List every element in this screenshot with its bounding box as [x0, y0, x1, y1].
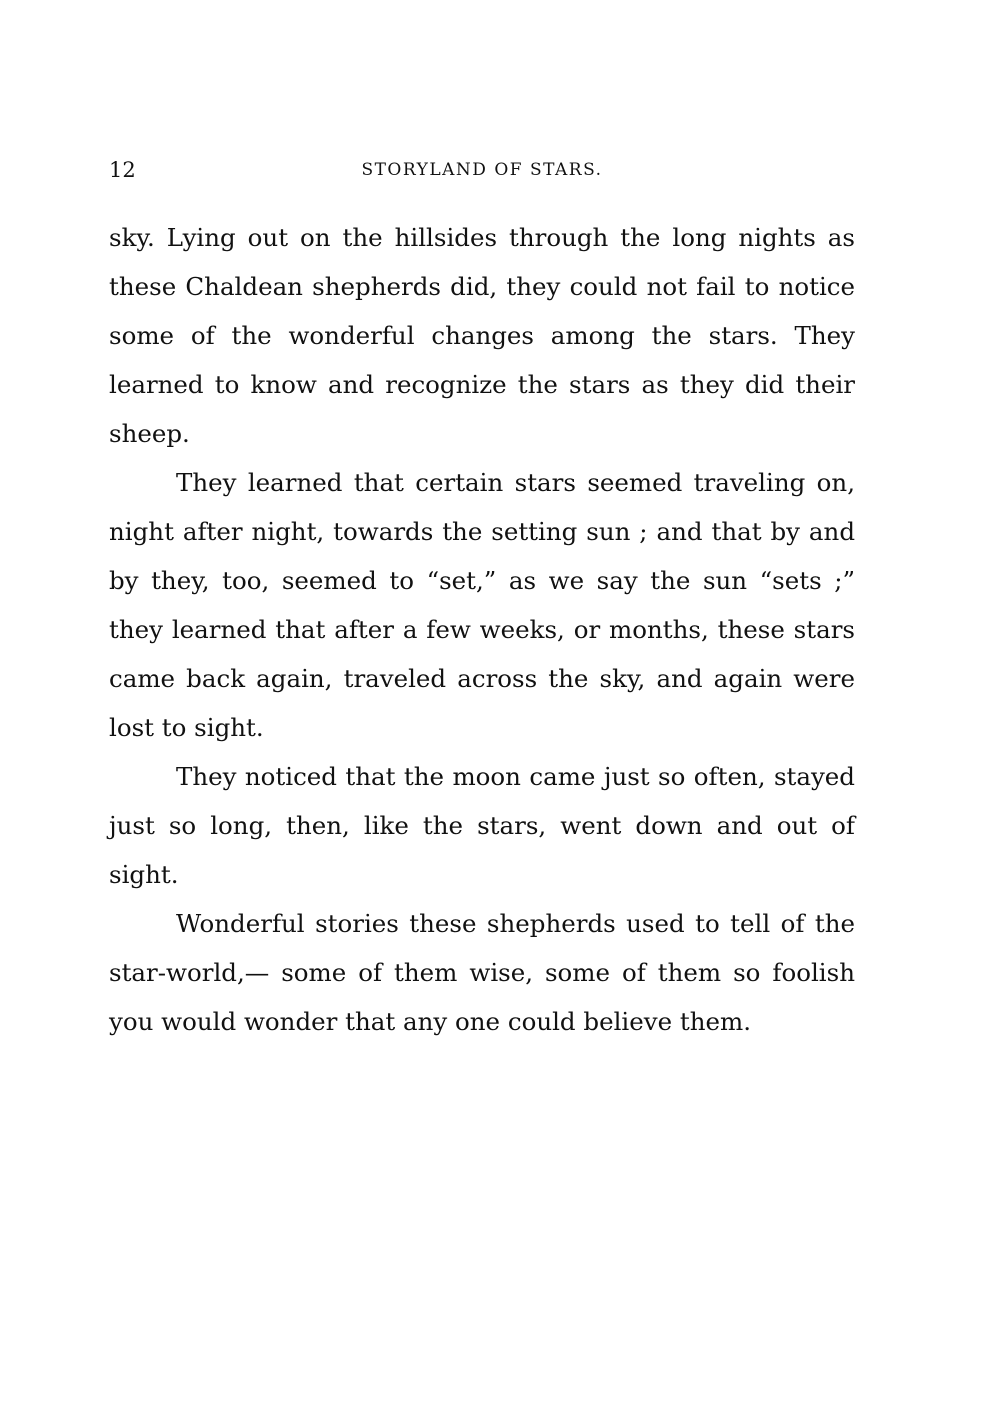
- paragraph-continuation: sky. Lying out on the hillsides through the long nights as these Chaldean shepherds did, they could not fail to notice some of the wonderful changes among the stars. They learned to know and recognize the stars as they did their sheep.: [109, 223, 855, 448]
- running-title: STORYLAND OF STARS.: [361, 160, 603, 180]
- paragraph: They noticed that the moon came just so often, stayed just so long, then, like the stars, went down and out of sight.: [109, 762, 855, 889]
- page-header: [109, 158, 855, 188]
- paragraph: They learned that certain stars seemed traveling on, night after night, towards the setting sun ; and that by and by they, too, seemed to “set,” as we say the sun “sets ;” they learned that after a few weeks, or months, these stars came back again, traveled across the sky, and again were lost to sight.: [109, 468, 855, 742]
- page-number: 12: [109, 158, 136, 182]
- body-text: [109, 213, 855, 1046]
- paragraph: Wonderful stories these shepherds used to tell of the star-world,— some of them wise, some of them so foolish you would wonder that any one could believe them.: [109, 909, 855, 1036]
